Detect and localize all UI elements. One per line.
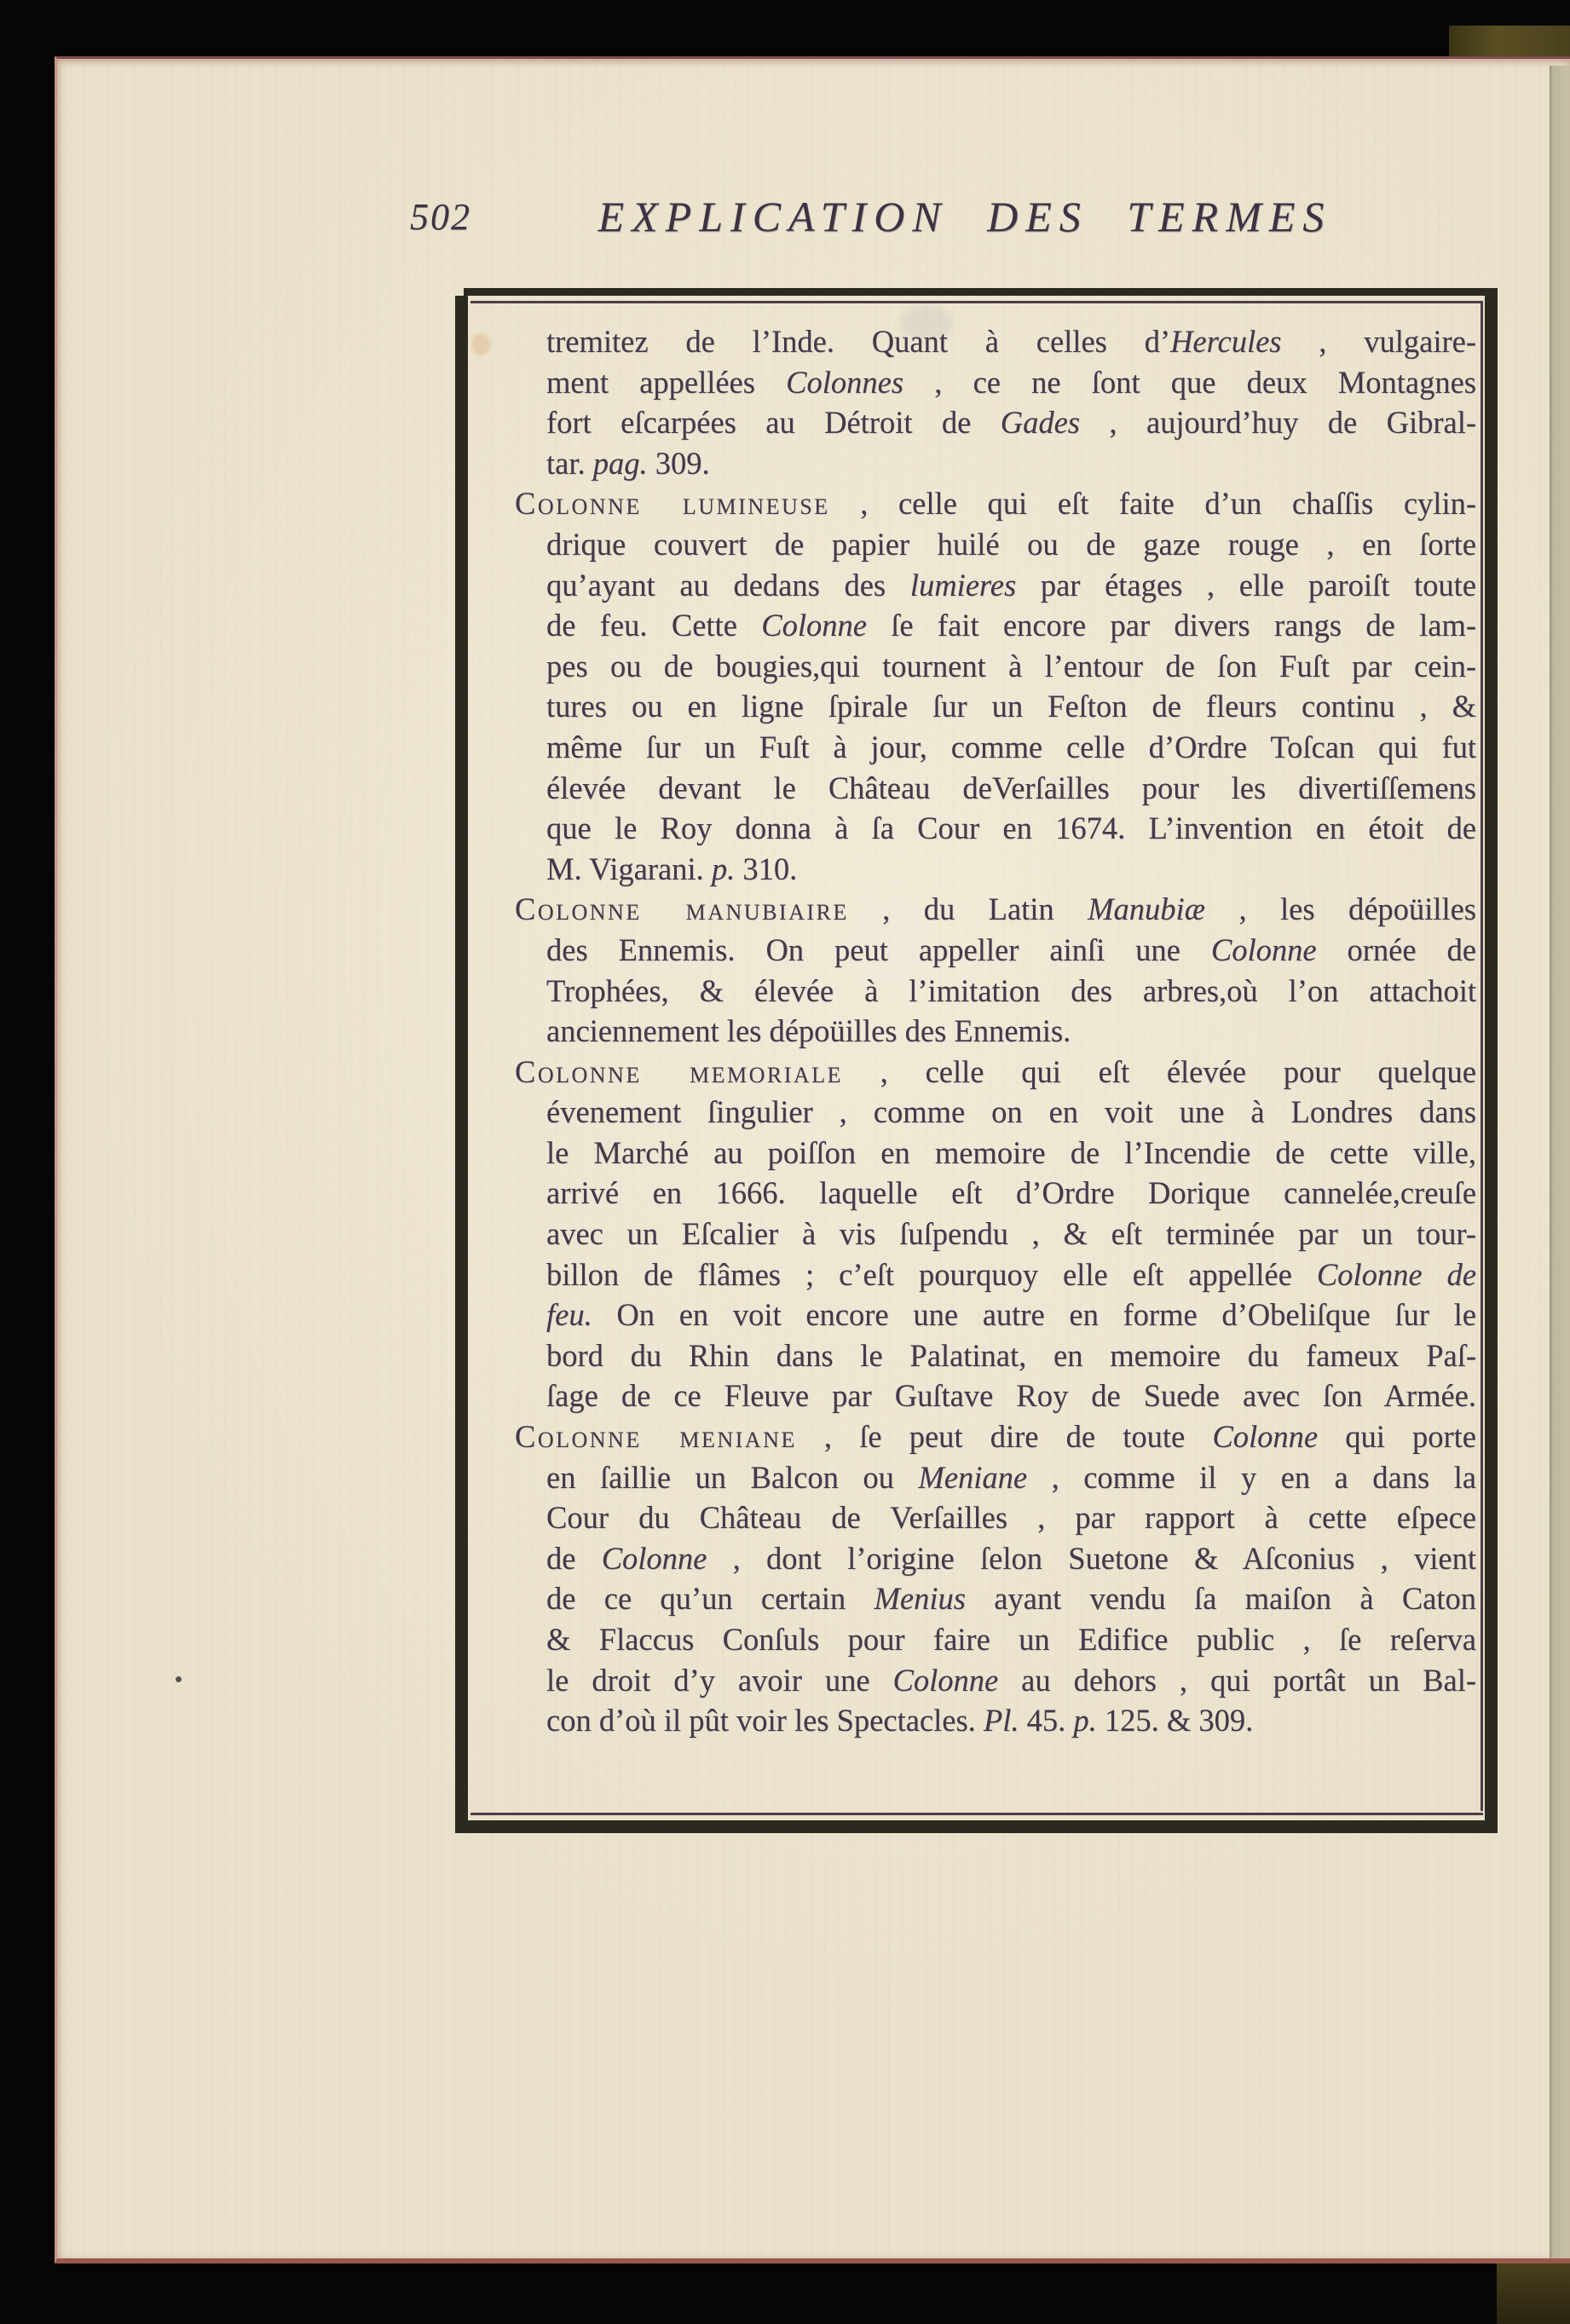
text-line [515,565,1476,606]
entry-headword: Colonne manubiaire [515,891,849,927]
body-text: qu’ayant au dedans des [546,567,910,603]
text-line [515,1578,1476,1619]
text-line [515,1335,1476,1376]
text-line [515,524,1476,565]
body-text: 309. [647,445,710,481]
body-text: M. Vigarani. [546,851,712,886]
text-line [515,1375,1476,1416]
book-page [55,56,1570,2263]
page-number: 502 [410,196,471,238]
frame-top-thin-rule [470,301,1483,303]
text-line [515,971,1476,1012]
text-line [515,483,1476,524]
body-text: tar. [546,445,593,481]
body-text: ayant vendu ſa maiſon à Caton [965,1581,1477,1617]
body-text: , dont l’origine ſelon Suetone & Aſconius , vient [707,1540,1476,1576]
text-line [515,808,1476,849]
body-text: que le Roy donna à ſa Cour en 1674. L’invention en étoit de [546,810,1476,846]
entry-headword: Colonne memoriale [515,1053,843,1089]
italic-term: Meniane [918,1459,1028,1495]
body-text: , aujourd’huy de Gibral- [1080,405,1476,441]
body-text: 125. & 309. [1096,1703,1254,1739]
text-line [515,321,1476,362]
italic-term: Colonnes [786,364,904,400]
text-line [515,1497,1476,1538]
frame-right-thin-rule [1481,301,1483,1811]
body-text: ornée de [1316,931,1476,967]
body-text: ſage de ce Fleuve par Guſtave Roy de Suede avec ſon Armée. [546,1378,1476,1414]
body-text: , ce ne ſont que deux Montagnes [903,364,1476,400]
body-text: drique couvert de papier huilé ou de gaze rouge , en ſorte [546,526,1476,562]
text-line [515,1254,1476,1295]
frame-left-bar [455,296,468,1825]
text-line [515,1011,1476,1052]
body-text: & Flaccus Conſuls pour faire un Edifice public , ſe reſerva [546,1622,1476,1657]
text-line [515,768,1476,809]
text-line [515,1416,1476,1457]
running-header: EXPLICATION DES TERMES [597,193,1332,240]
body-text: , comme il y en a dans la [1027,1459,1476,1495]
body-text: par étages , elle paroiſt toute [1016,567,1476,603]
body-text: billon de flâmes ; c’eſt pourquoy elle eſt appellée [546,1256,1317,1292]
text-line [515,646,1476,687]
body-text: , les dépoüilles [1205,891,1476,927]
body-text: , ſe peut dire de toute [796,1419,1213,1455]
text-line [515,1457,1476,1498]
text-line [515,1660,1476,1701]
text-line [515,849,1476,890]
text-line [515,443,1476,484]
italic-term: Menius [874,1581,966,1617]
body-text: de [546,1540,602,1576]
frame-top-thick-rule [464,288,1498,296]
body-text: , celle qui eſt faite d’un chaſſis cylin- [829,486,1476,522]
italic-term: Gades [1000,405,1081,441]
body-text: évenement ſingulier , comme on en voit une à Londres dans [546,1094,1476,1130]
entry-headword: Colonne lumineuse [515,486,830,522]
ink-speck [176,1676,182,1682]
italic-term: Colonne de [1316,1256,1476,1292]
binding-corner-top-right [1449,26,1570,60]
body-text: 45. [1019,1703,1074,1739]
body-text: On en voit encore une autre en forme d’Obeliſque ſur le [592,1297,1476,1333]
body-text: au dehors , qui portât un Bal- [998,1662,1476,1698]
page-fore-edge [1550,66,1570,2258]
body-text: , vulgaire- [1281,324,1476,359]
text-line [515,1173,1476,1214]
body-text: le Marché au poiſſon en memoire de l’Incendie de cette ville, [546,1134,1476,1170]
text-line [515,727,1476,768]
text-line [515,1214,1476,1254]
body-text: 310. [735,851,798,886]
body-text: pes ou de bougies,qui tournent à l’entour de ſon Fuſt par cein- [546,648,1476,683]
body-text: , du Latin [848,891,1088,927]
body-text: anciennement les dépoüilles des Ennemis. [546,1013,1071,1049]
body-text: con d’où il pût voir les Spectacles. [546,1703,984,1739]
italic-term: Hercules [1170,324,1282,359]
body-text: des Ennemis. On peut appeller ainſi une [546,931,1211,967]
frame-bottom-bar [455,1820,1498,1833]
text-line [515,605,1476,646]
body-text: de ce qu’un certain [546,1581,874,1617]
body-text: bord du Rhin dans le Palatinat, en memoire du fameux Paſ- [546,1337,1476,1373]
body-text: ſe fait encore par divers rangs de lam- [866,608,1477,643]
body-text: Trophées, & élevée à l’imitation des arbres,où l’on attachoit [546,972,1476,1008]
italic-term: Colonne [601,1540,707,1576]
body-text: en ſaillie un Balcon ou [546,1459,919,1495]
italic-term: lumieres [909,567,1017,603]
text-line [515,1619,1476,1660]
italic-term: Pl. [983,1703,1019,1739]
frame-bottom-thin-rule [470,1813,1483,1815]
text-line [515,1538,1476,1579]
text-line [515,1133,1476,1174]
text-line [515,1052,1476,1093]
italic-term: Colonne [892,1662,999,1698]
text-line [515,930,1476,971]
body-text: élevée devant le Château deVerſailles pour les divertiſſemens [546,770,1476,805]
text-line [515,1295,1476,1335]
italic-term: feu. [546,1297,592,1333]
body-text: le droit d’y avoir une [546,1662,893,1698]
body-text: qui porte [1318,1419,1476,1455]
body-text: de feu. Cette [546,608,762,643]
body-text: tures ou en ligne ſpirale ſur un Feſton de fleurs continu , & [546,689,1476,724]
italic-term: Colonne [1212,1419,1319,1455]
text-line [515,402,1476,443]
italic-term: Manubiæ [1088,891,1206,927]
body-text: , celle qui eſt élevée pour quelque [842,1053,1476,1089]
body-text: arrivé en 1666. laquelle eſt d’Ordre Dorique cannelée,creuſe [546,1175,1476,1211]
text-line [515,686,1476,727]
body-text: avec un Eſcalier à vis ſuſpendu , & eſt terminée par un tour- [546,1216,1476,1252]
body-text: fort eſcarpées au Détroit de [546,405,1001,441]
entry-headword: Colonne meniane [515,1419,797,1455]
body-text: même ſur un Fuſt à jour, comme celle d’Ordre Toſcan qui fut [546,729,1476,764]
frame-right-bar [1485,290,1498,1833]
text-line [515,1092,1476,1133]
body-text: ment appellées [546,364,787,400]
italic-term: pag. [592,445,648,481]
text-line [515,1700,1476,1741]
text-block [515,321,1476,1741]
text-line [515,889,1476,930]
italic-term: Colonne [1210,931,1317,967]
italic-term: p. [711,851,736,886]
italic-term: p. [1073,1703,1097,1739]
body-text: tremitez de l’Inde. Quant à celles d’ [546,324,1171,359]
italic-term: Colonne [761,608,867,643]
body-text: Cour du Château de Verſailles , par rapport à cette eſpece [546,1500,1476,1536]
text-line [515,362,1476,403]
